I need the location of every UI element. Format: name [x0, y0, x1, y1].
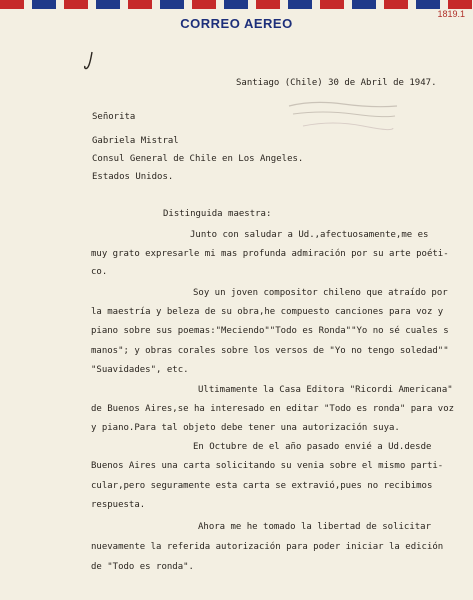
body-line: Soy un joven compositor chileno que atraído por: [193, 288, 448, 298]
body-line: co.: [91, 267, 108, 277]
body-line: muy grato expresarle mi mas profunda admiración por su arte poéti-: [91, 249, 449, 259]
body-line: nuevamente la referida autorización para poder iniciar la edición: [91, 542, 444, 552]
body-line: Ahora me he tomado la libertad de solicitar: [198, 522, 431, 532]
body-line: piano sobre sus poemas:"Meciendo""Todo es Ronda""Yo no sé cuales s: [91, 326, 449, 336]
handwritten-mark-icon: [82, 50, 100, 72]
letterhead-title: CORREO AEREO: [180, 16, 293, 31]
salutation: Distinguida maestra:: [163, 209, 272, 219]
body-line: Ultimamente la Casa Editora "Ricordi Americana": [198, 385, 453, 395]
body-line: "Suavidades", etc.: [91, 365, 189, 375]
recipient-line: Gabriela Mistral: [92, 136, 179, 146]
body-line: de Buenos Aires,se ha interesado en editar "Todo es ronda" para voz: [91, 404, 455, 414]
body-line: manos"; y obras corales sobre los versos de "Yo no tengo soledad"": [91, 346, 449, 356]
recipient-line: Consul General de Chile en Los Angeles.: [92, 154, 304, 164]
body-line: Buenos Aires una carta solicitando su venia sobre el mismo parti-: [91, 461, 444, 471]
body-line: la maestría y beleza de su obra,he compuesto canciones para voz y: [91, 307, 444, 317]
body-line: Junto con saludar a Ud.,afectuosamente,me es: [190, 230, 429, 240]
archive-number: 1819.1: [437, 9, 465, 19]
body-line: En Octubre de el año pasado envié a Ud.desde: [193, 442, 432, 452]
body-line: cular,pero seguramente esta carta se extravió,pues no recibimos: [91, 481, 433, 491]
body-line: de "Todo es ronda".: [91, 562, 194, 572]
body-line: respuesta.: [91, 500, 146, 510]
body-line: y piano.Para tal objeto debe tener una autorización suya.: [91, 423, 400, 433]
recipient-line: Señorita: [92, 112, 136, 122]
recipient-line: Estados Unidos.: [92, 172, 174, 182]
faded-stamp: [283, 98, 403, 138]
airmail-stripe: [0, 0, 473, 9]
date-line: Santiago (Chile) 30 de Abril de 1947.: [236, 78, 437, 88]
